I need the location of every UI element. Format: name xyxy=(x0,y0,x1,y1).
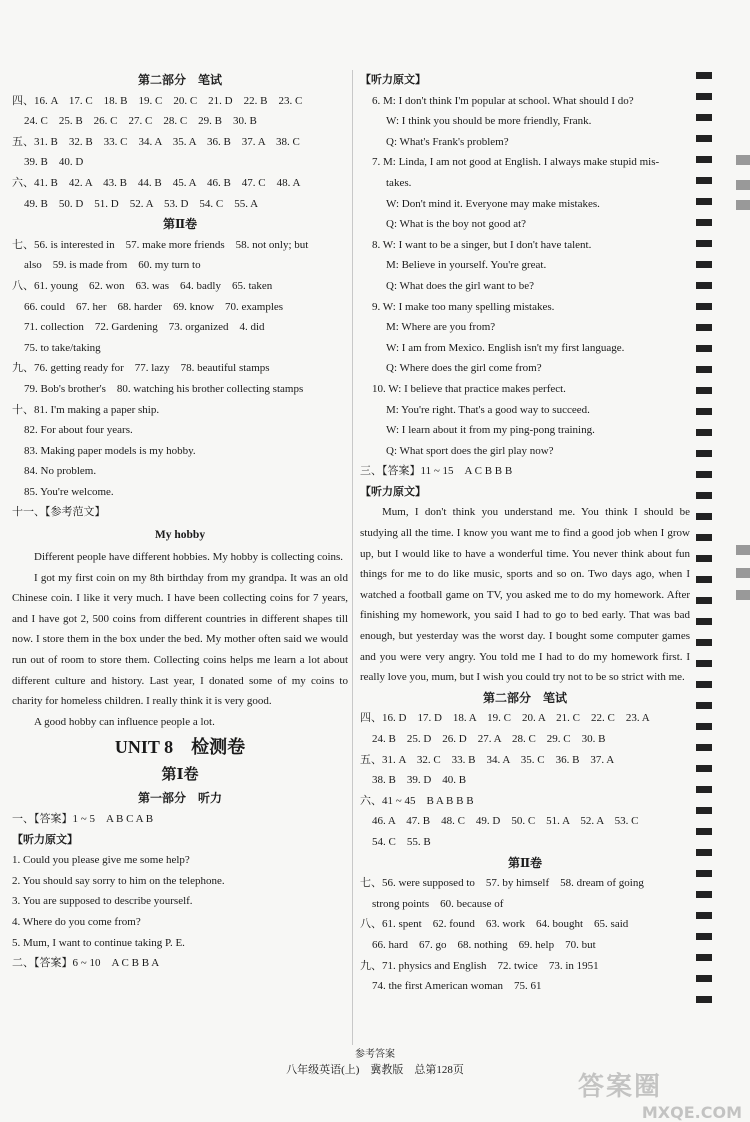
essay-paragraph: A good hobby can influence people a lot. xyxy=(34,715,215,728)
margin-mark xyxy=(696,723,712,730)
transcript-line: 9. W: I make too many spelling mistakes. xyxy=(372,300,555,313)
transcript-line: 4. Where do you come from? xyxy=(12,915,141,928)
margin-mark xyxy=(696,891,712,898)
unit-title: UNIT 8 检测卷 xyxy=(114,737,246,758)
margin-mark xyxy=(696,93,712,100)
transcript-line: W: I learn about it from my ping-pong training. xyxy=(386,424,595,437)
answer-line: 九、76. getting ready for 77. lazy 78. beautiful stamps xyxy=(12,362,270,375)
answer-line: 49. B 50. D 51. D 52. A 53. D 54. C 55. A xyxy=(24,197,259,210)
margin-mark xyxy=(696,702,712,709)
margin-mark xyxy=(696,261,712,268)
answer-line: 24. C 25. B 26. C 27. C 28. C 29. B 30. B xyxy=(24,115,257,128)
transcript-line: 1. Could you please give me some help? xyxy=(12,854,190,867)
margin-mark xyxy=(696,240,712,247)
answer-line: 75. to take/taking xyxy=(24,341,101,354)
margin-mark xyxy=(696,471,712,478)
margin-mark xyxy=(696,135,712,142)
margin-mark xyxy=(696,345,712,352)
answer-line: 83. Making paper models is my hobby. xyxy=(24,444,196,457)
section-heading: 第二部分 笔试 xyxy=(482,690,567,705)
margin-mark xyxy=(696,828,712,835)
transcript-line: W: I think you should be more friendly, Frank. xyxy=(386,115,592,128)
answer-line: 十、81. I'm making a paper ship. xyxy=(12,403,160,416)
margin-mark xyxy=(696,429,712,436)
answer-line: 74. the first American woman 75. 61 xyxy=(372,980,542,993)
transcript-line: 7. M: Linda, I am not good at English. I always make stupid mis- xyxy=(372,156,660,169)
answer-line: 24. B 25. D 26. D 27. A 28. C 29. C 30. B xyxy=(372,733,606,745)
margin-mark xyxy=(696,639,712,646)
section-heading: 第二部分 笔试 xyxy=(137,73,222,87)
transcript-line: takes. xyxy=(386,176,412,189)
margin-mark xyxy=(696,450,712,457)
margin-mark xyxy=(696,534,712,541)
answer-line: 三、【答案】11 ~ 15 A C B B B xyxy=(360,465,513,478)
answer-line: 66. could 67. her 68. harder 69. know 70. examples xyxy=(24,300,284,313)
right-column xyxy=(360,70,690,997)
dialog-list xyxy=(360,91,690,462)
edge-mark xyxy=(736,155,750,165)
margin-marks xyxy=(696,72,716,1017)
margin-mark xyxy=(696,219,712,226)
transcript-line: M: You're right. That's a good way to succeed. xyxy=(386,403,590,416)
transcript-label: 【听力原文】 xyxy=(12,833,78,846)
margin-mark xyxy=(696,996,712,1003)
transcript-label: 【听力原文】 xyxy=(360,485,426,498)
margin-mark xyxy=(696,114,712,121)
section-heading: 第一部分 听力 xyxy=(137,791,222,806)
watermark-text: 答案圈 xyxy=(578,1072,663,1102)
margin-mark xyxy=(696,72,712,79)
answer-line: 六、41. B 42. A 43. B 44. B 45. A 46. B 47. C 48. A xyxy=(12,176,301,189)
section-heading: 第Ⅱ卷 xyxy=(162,217,198,232)
margin-mark xyxy=(696,681,712,688)
answer-line: 85. You're welcome. xyxy=(24,485,114,498)
answer-line: 一、【答案】1 ~ 5 A B C A B xyxy=(12,813,154,825)
transcript-line: Q: What's Frank's problem? xyxy=(386,135,509,148)
transcript-passage: Mum, I don't think you understand me. You think I should be studying all the time. I know you want me to find a good job when I grow up, but I would like to have a wonderful time. You never think about fun things for me to do like music, sports and so on. Two days ago, when I watched a football game on TV, you asked me to do my homework. After finishing my homework, you said I had to go to bed early. That was bad enough, but yesterday was the worst day. I bought some computer games and you were very angry. You told me I had to do my homework first. I really love you, mum, but I wish you could try not to be so strict with me. xyxy=(360,506,690,684)
answer-line: strong points 60. because of xyxy=(372,897,504,910)
margin-mark xyxy=(696,849,712,856)
answer-line: 66. hard 67. go 68. nothing 69. help 70. but xyxy=(372,938,596,951)
transcript-label: 【听力原文】 xyxy=(360,74,426,86)
margin-mark xyxy=(696,324,712,331)
margin-mark xyxy=(696,912,712,919)
transcript-line: W: Don't mind it. Everyone may make mistakes. xyxy=(386,197,600,210)
margin-mark xyxy=(696,786,712,793)
footer-label: 参考答案 xyxy=(355,1049,395,1060)
transcript-line: 3. You are supposed to describe yourself. xyxy=(12,895,193,908)
margin-mark xyxy=(696,597,712,604)
answer-line: 46. A 47. B 48. C 49. D 50. C 51. A 52. A 53. C xyxy=(372,815,639,828)
answer-line: 四、16. A 17. C 18. B 19. C 20. C 21. D 22. B 23. C xyxy=(12,94,303,107)
margin-mark xyxy=(696,156,712,163)
answer-line: 84. No problem. xyxy=(24,465,97,478)
margin-mark xyxy=(696,303,712,310)
answer-line: also 59. is made from 60. my turn to xyxy=(24,259,201,272)
answer-line: 39. B 40. D xyxy=(24,156,84,169)
answer-line: 九、71. physics and English 72. twice 73. in 1951 xyxy=(360,959,599,972)
transcript-line: Q: What sport does the girl play now? xyxy=(386,444,554,457)
transcript-line: Q: Where does the girl come from? xyxy=(386,362,542,375)
transcript-line: 5. Mum, I want to continue taking P. E. xyxy=(12,936,185,949)
margin-mark xyxy=(696,177,712,184)
watermark-url: MXQE.COM xyxy=(641,1103,742,1122)
transcript-line: M: Where are you from? xyxy=(386,321,496,334)
edge-mark xyxy=(736,590,750,600)
answer-line: 38. B 39. D 40. B xyxy=(372,774,467,787)
edge-mark xyxy=(736,545,750,555)
essay-title: My hobby xyxy=(154,529,206,542)
margin-mark xyxy=(696,555,712,562)
margin-mark xyxy=(696,975,712,982)
transcript-line: Q: What is the boy not good at? xyxy=(386,218,527,231)
answer-line: 79. Bob's brother's 80. watching his brother collecting stamps xyxy=(24,382,304,395)
transcript-line: 6. M: I don't think I'm popular at school. What should I do? xyxy=(372,94,634,107)
margin-mark xyxy=(696,282,712,289)
footer-page-info: 八年级英语(上) 冀教版 总第128页 xyxy=(286,1064,464,1076)
answer-line: 八、61. young 62. won 63. was 64. badly 65. taken xyxy=(12,279,273,292)
essay-paragraph: I got my first coin on my 8th birthday from my grandpa. It was an old Chinese coin. I like it very much. I have been collecting coins for 7 years, and I have got 2, 500 coins from different countries in different shapes till now. I store them in the box under the bed. My mother often said we would run out of room to store them. Collecting coins helps me learn a lot about different culture and history. Last year, I donated some of my coins to charity for homeless children. I really think it is very good. xyxy=(12,571,348,708)
transcript-line: W: I am from Mexico. English isn't my first language. xyxy=(386,341,625,354)
answer-line: 十一、【参考范文】 xyxy=(12,506,106,519)
margin-mark xyxy=(696,408,712,415)
margin-mark xyxy=(696,513,712,520)
answer-line: 八、61. spent 62. found 63. work 64. bought 65. said xyxy=(360,918,629,931)
transcript-line: 10. W: I believe that practice makes perfect. xyxy=(372,382,566,395)
answer-line: 七、56. were supposed to 57. by himself 58. dream of going xyxy=(360,877,644,890)
margin-mark xyxy=(696,870,712,877)
transcript-line: Q: What does the girl want to be? xyxy=(386,279,534,292)
watermark-logo xyxy=(578,1066,746,1122)
margin-mark xyxy=(696,387,712,394)
answer-line: 54. C 55. B xyxy=(372,835,431,848)
answer-line: 四、16. D 17. D 18. A 19. C 20. A 21. C 22. C 23. A xyxy=(360,712,650,725)
answer-line: 七、56. is interested in 57. make more friends 58. not only; but xyxy=(12,238,309,251)
edge-mark xyxy=(736,568,750,578)
answer-line: 71. collection 72. Gardening 73. organized 4. did xyxy=(24,321,265,334)
edge-mark xyxy=(736,180,750,190)
answer-line: 五、31. B 32. B 33. C 34. A 35. A 36. B 37. A 38. C xyxy=(12,135,300,148)
answer-line: 82. For about four years. xyxy=(24,424,133,437)
margin-mark xyxy=(696,618,712,625)
transcript-line: M: Believe in yourself. You're great. xyxy=(386,259,547,272)
transcript-line: 8. W: I want to be a singer, but I don't have talent. xyxy=(372,238,592,251)
edge-mark xyxy=(736,200,750,210)
margin-mark xyxy=(696,954,712,961)
section-heading: 第Ⅱ卷 xyxy=(507,855,543,870)
margin-mark xyxy=(696,198,712,205)
answer-line: 五、31. A 32. C 33. B 34. A 35. C 36. B 37. A xyxy=(360,753,615,766)
margin-mark xyxy=(696,366,712,373)
margin-mark xyxy=(696,660,712,667)
margin-mark xyxy=(696,807,712,814)
column-divider xyxy=(352,70,353,1045)
margin-mark xyxy=(696,744,712,751)
answer-line: 六、41 ~ 45 B A B B B xyxy=(360,794,474,807)
answer-line: 二、【答案】6 ~ 10 A C B B A xyxy=(12,957,160,970)
volume-heading: 第Ⅰ卷 xyxy=(161,767,199,784)
margin-mark xyxy=(696,576,712,583)
margin-mark xyxy=(696,492,712,499)
margin-mark xyxy=(696,933,712,940)
margin-mark xyxy=(696,765,712,772)
essay-paragraph: Different people have different hobbies. My hobby is collecting coins. xyxy=(34,551,344,564)
left-column xyxy=(12,70,348,974)
transcript-line: 2. You should say sorry to him on the telephone. xyxy=(12,874,225,887)
